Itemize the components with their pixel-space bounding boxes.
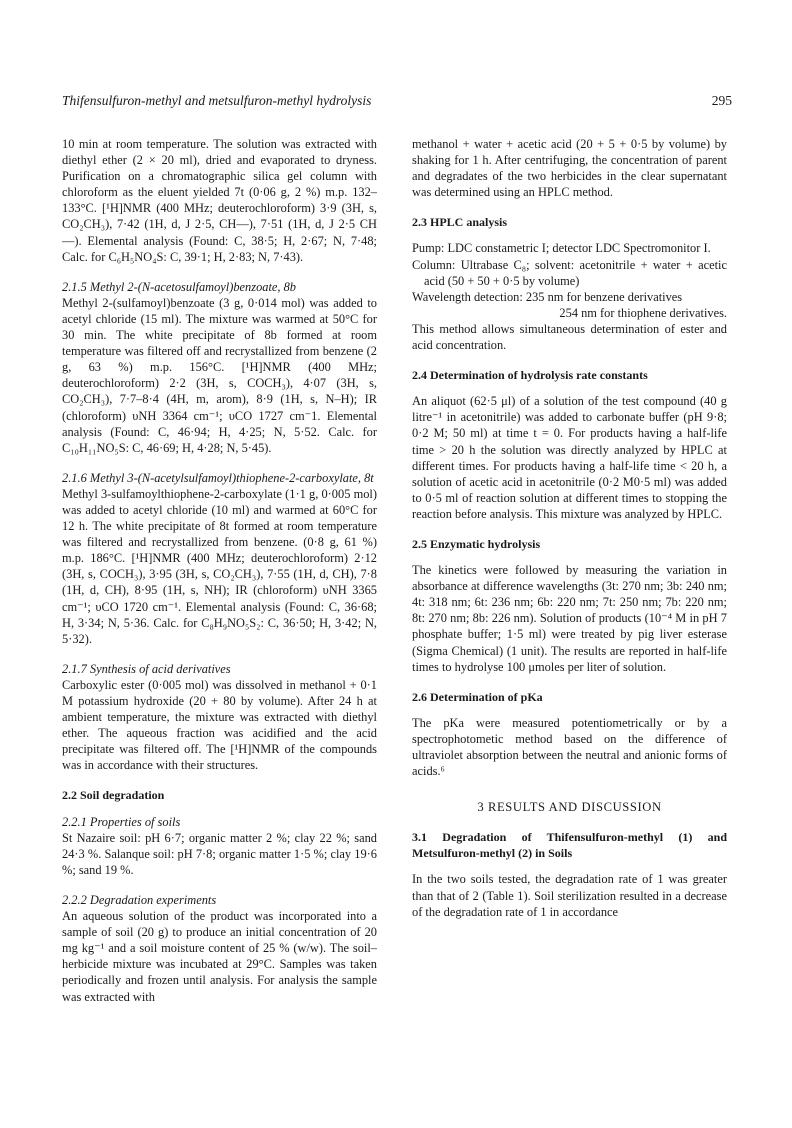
paragraph-2-1-5: Methyl 2-(sulfamoyl)benzoate (3 g, 0·014 mol) was added to acetyl chloride (15 ml). The mixture was warmed at 50°C for 30 min. The white precipitate of 8b formed at room temperature was filtered off and recrystallized from benzene (2 g, 63 %) m.p. 156°C. [¹H]NMR (400 MHz; deuterochloroform) 2·2 (3H, s, COCH₃), 4·07 (3H, s, CO₂CH₃), 7·7–8·4 (4H, m, arom), 8·9 (1H, s, N–H); IR (chloroform) υNH 3364 cm⁻¹; υCO 1727 cm⁻1. Elemental analysis (Found: C, 46·94; H, 4·25; N, 5·52. Calc. for C₁₀H₁₁NO₅S: C, 46·69; H, 4·28; N, 5·45).: [62, 295, 377, 455]
paragraph-3-1: In the two soils tested, the degradation rate of 1 was greater than that of 2 (Table 1). Soil sterilization resulted in a decrease of the degradation rate of 1 in accordance: [412, 872, 727, 919]
heading-3: 3 RESULTS AND DISCUSSION: [477, 800, 662, 815]
paragraph-continued: methanol + water + acetic acid (20 + 5 + 0·5 by volume) by shaking for 1 h. After centrifuging, the concentration of parent and degradates of the two herbicides in the clear supernatant was determined using an HPLC method.: [412, 137, 727, 200]
paragraph-2-6: The pKa were measured potentiometrically or by a spectrophotometic method based on the difference of ultraviolet absorption between the neutral and anionic forms of acids.⁶: [412, 715, 727, 779]
paragraph-2-5: The kinetics were followed by measuring the variation in absorbance at difference wavelengths (3t: 270 nm; 3b: 240 nm; 4t: 318 nm; 6t: 236 nm; 6b: 220 nm; 7t: 250 nm; 7b: 220 nm; 8t: 270 nm; 8b: 226 nm). Solution of products (10⁻⁴ M in pH 7 phosphate buffer; 1·5 ml) were treated by pig liver esterase (Sigma Chemical) (1 unit). The results are reported in half-life times to hydrolyse 100 μmoles per liter of solution.: [412, 563, 727, 674]
hplc-column: Column: Ultrabase C₈; solvent: acetonitrile + water + acetic acid (50 + 50 + 0·5 by volume): [412, 257, 727, 288]
left-column: [62, 136, 377, 1005]
running-head: [62, 93, 732, 115]
heading-2-2-2: 2.2.2 Degradation experiments: [62, 892, 217, 907]
heading-2-1-5: 2.1.5 Methyl 2-(N-acetosulfamoyl)benzoate, 8b: [62, 279, 296, 294]
heading-2-1-7: 2.1.7 Synthesis of acid derivatives: [62, 661, 231, 676]
paragraph-2-1-7: Carboxylic ester (0·005 mol) was dissolved in methanol + 0·1 M potassium hydroxide (20 + 80 by volume). After 24 h at ambient temperature, the mixture was extracted with diethyl ether. The aqueous fraction was acidified and the acid precipitate was filtered off. The [¹H]NMR of the compounds was in accordance with their structures.: [62, 677, 377, 773]
paragraph-2-2-2: An aqueous solution of the product was incorporated into a sample of soil (20 g) to produce an initial concentration of 20 mg kg⁻¹ and a soil moisture content of 25 % (w/w). The soil–herbicide mixture was incubated at 29°C. Samples was taken periodically and frozen until analysis. For analysis the sample was extracted with: [62, 909, 377, 1004]
page-number: 295: [711, 93, 732, 108]
heading-2-6: 2.6 Determination of pKa: [412, 689, 543, 704]
running-title: Thifensulfuron-methyl and metsulfuron-methyl hydrolysis: [62, 93, 372, 108]
heading-2-3: 2.3 HPLC analysis: [412, 215, 508, 230]
heading-2-2: 2.2 Soil degradation: [62, 788, 165, 803]
hplc-pump: Pump: LDC constametric I; detector LDC Spectromonitor I.: [412, 241, 711, 256]
hplc-wavelength: Wavelength detection: 235 nm for benzene derivatives: [412, 289, 683, 304]
paragraph-intro: 10 min at room temperature. The solution was extracted with diethyl ether (2 × 20 ml), dried and evaporated to dryness. Purification on a chromatographic silica gel column with chloroform as the eluent yielded 7t (0·06 g, 2 %) m.p. 132–133°C. [¹H]NMR (400 MHz; deuterochloroform) 3·9 (3H, s, CO₂CH₃), 7·42 (1H, d, J 2·5, CH—), 7·51 (1H, d, J 2·5 CH—). Elemental analysis (Found: C, 38·5; H, 2·67; N, 7·48; Calc. for C₆H₅NO₄S: C, 39·1; H, 2·83; N, 7·43).: [62, 137, 377, 264]
paragraph-2-2-1: St Nazaire soil: pH 6·7; organic matter 2 %; clay 22 %; sand 24·3 %. Salanque soil: pH 7·8; organic matter 1·5 %; clay 19·6 %; sand 19 %.: [62, 830, 377, 877]
heading-2-1-6: 2.1.6 Methyl 3-(N-acetylsulfamoyl)thiophene-2-carboxylate, 8t: [62, 470, 374, 485]
heading-2-2-1: 2.2.1 Properties of soils: [62, 814, 181, 829]
hplc-wavelength-thiophene: 254 nm for thiophene derivatives.: [559, 305, 727, 320]
paragraph-2-1-6: Methyl 3-sulfamoylthiophene-2-carboxylate (1·1 g, 0·005 mol) was added to acetyl chloride (10 ml) and warmed at 60°C for 12 h. The white precipitate of 8t formed at room temperature was filtered and recrystallized from benzene. (0·8 g, 61 %) m.p. 186°C. [¹H]NMR (400 MHz; deuterochloroform) 2·12 (3H, s, COCH₃), 3·95 (3H, s, CO₂CH₃), 7·55 (1H, d, CH), 7·8 (1H, d, CH), 8·95 (1H, s, NH); IR (chloroform) υNH 3365 cm⁻¹; υCO 1720 cm⁻¹. Elemental analysis (Found: C, 36·68; H, 3·34; N, 5·36. Calc. for C₈H₉NO₅S₂: C, 36·50; H, 3·42; N, 5·32).: [62, 486, 377, 646]
right-column: [412, 136, 727, 920]
paragraph-2-3: This method allows simultaneous determination of ester and acid concentration.: [412, 321, 727, 353]
heading-2-4: 2.4 Determination of hydrolysis rate constants: [412, 368, 648, 383]
paragraph-2-4: An aliquot (62·5 μl) of a solution of the test compound (40 g litre⁻¹ in acetonitrile) was added to carbonate buffer (pH 9·8; 0·2 M; 50 ml) at time t = 0. For products having a half-life time > 20 h the solution was directly analyzed by HPLC at different times. For products having a half-life time < 20 h, a solution of acetic acid in acetonitrile (0·2 M0·5 ml) was added to 0·5 ml of reaction solution at different times to stopping the reaction before analysis. This mixture was analyzed by HPLC.: [412, 394, 727, 521]
heading-2-5: 2.5 Enzymatic hydrolysis: [412, 536, 541, 551]
heading-3-1: 3.1 Degradation of Thifensulfuron-methyl (1) and Metsulfuron-methyl (2) in Soils: [412, 830, 727, 861]
